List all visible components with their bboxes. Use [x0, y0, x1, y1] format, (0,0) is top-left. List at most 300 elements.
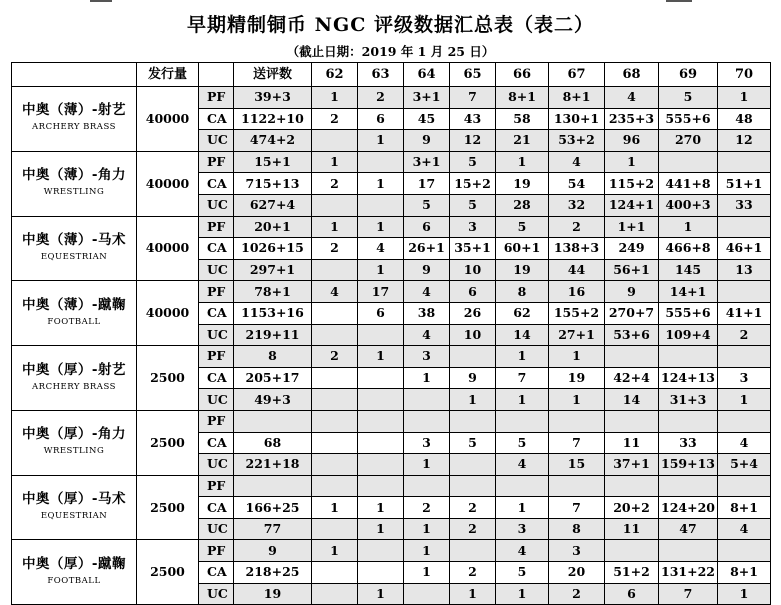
grade-count-cell: 11 [605, 432, 659, 454]
grade-count-cell [404, 475, 450, 497]
submitted-count-cell: 715+13 [234, 173, 312, 195]
grade-count-cell [312, 475, 358, 497]
grade-count-cell: 2 [312, 108, 358, 130]
grade-count-cell: 115+2 [605, 173, 659, 195]
submitted-count-cell: 1026+15 [234, 238, 312, 260]
grade-count-cell: 555+6 [659, 108, 718, 130]
grade-count-cell [358, 540, 404, 562]
grade-count-cell [605, 410, 659, 432]
grade-count-cell: 8+1 [718, 497, 771, 519]
grade-count-cell [450, 475, 496, 497]
column-header: 63 [358, 63, 404, 87]
coin-name-cn: 中奥（薄）-马术 [21, 231, 127, 248]
issue-count-cell: 40000 [137, 216, 199, 281]
grade-count-cell [450, 346, 496, 368]
submitted-count-cell: 1122+10 [234, 108, 312, 130]
grade-count-cell [404, 583, 450, 605]
grade-count-cell: 5 [659, 87, 718, 109]
grade-type-cell: UC [199, 259, 234, 281]
grade-count-cell: 400+3 [659, 194, 718, 216]
grade-count-cell: 5 [496, 562, 549, 584]
grade-type-cell: UC [199, 518, 234, 540]
grade-count-cell: 11 [605, 518, 659, 540]
grade-count-cell [718, 151, 771, 173]
grade-count-cell: 1 [496, 346, 549, 368]
grade-count-cell: 124+20 [659, 497, 718, 519]
grade-count-cell: 6 [404, 216, 450, 238]
coin-name-cell [12, 540, 137, 605]
grade-type-cell: CA [199, 108, 234, 130]
grade-count-cell [312, 562, 358, 584]
grade-count-cell: 8 [549, 518, 605, 540]
grade-count-cell: 466+8 [659, 238, 718, 260]
column-header: 64 [404, 63, 450, 87]
grade-count-cell [312, 324, 358, 346]
grade-count-cell [659, 540, 718, 562]
grade-count-cell [450, 540, 496, 562]
grade-count-cell [312, 302, 358, 324]
grade-count-cell: 1 [358, 130, 404, 152]
column-header: 66 [496, 63, 549, 87]
grade-count-cell: 441+8 [659, 173, 718, 195]
grade-count-cell: 2 [549, 216, 605, 238]
coin-name-cn: 中奥（厚）-射艺 [21, 361, 127, 378]
grade-count-cell [496, 410, 549, 432]
grade-count-cell: 8+1 [718, 562, 771, 584]
grade-count-cell: 96 [605, 130, 659, 152]
grade-count-cell: 48 [718, 108, 771, 130]
coin-name-cell [12, 281, 137, 346]
submitted-count-cell: 205+17 [234, 367, 312, 389]
grade-count-cell: 3 [718, 367, 771, 389]
submitted-count-cell [234, 410, 312, 432]
page-subtitle: （截止日期：2019 年 1 月 25 日） [286, 44, 495, 59]
grade-count-cell: 35+1 [450, 238, 496, 260]
grade-count-cell: 10 [450, 259, 496, 281]
grade-count-cell [358, 389, 404, 411]
grade-count-cell: 2 [549, 583, 605, 605]
grade-count-cell: 138+3 [549, 238, 605, 260]
grade-count-cell: 109+4 [659, 324, 718, 346]
grade-count-cell [312, 432, 358, 454]
grade-count-cell: 124+13 [659, 367, 718, 389]
submitted-count-cell: 20+1 [234, 216, 312, 238]
submitted-count-cell: 49+3 [234, 389, 312, 411]
grade-type-cell: UC [199, 583, 234, 605]
submitted-count-cell: 39+3 [234, 87, 312, 109]
grade-count-cell: 555+6 [659, 302, 718, 324]
coin-name-en: FOOTBALL [47, 575, 101, 586]
grade-count-cell: 2 [404, 497, 450, 519]
grade-count-cell: 5+4 [718, 454, 771, 476]
grade-type-cell: CA [199, 302, 234, 324]
grade-count-cell: 60+1 [496, 238, 549, 260]
grade-count-cell: 2 [312, 238, 358, 260]
grade-count-cell: 7 [450, 87, 496, 109]
grade-count-cell: 46+1 [718, 238, 771, 260]
grade-count-cell [358, 475, 404, 497]
grade-count-cell [549, 410, 605, 432]
grade-count-cell: 5 [450, 194, 496, 216]
issue-count-cell: 40000 [137, 151, 199, 216]
grade-count-cell: 44 [549, 259, 605, 281]
grade-count-cell: 1 [404, 518, 450, 540]
grade-count-cell: 4 [496, 454, 549, 476]
grade-count-cell: 1 [358, 173, 404, 195]
table-row [12, 346, 771, 368]
grade-count-cell: 1 [496, 151, 549, 173]
grade-type-cell: PF [199, 475, 234, 497]
coin-name-en: EQUESTRIAN [40, 251, 108, 262]
grade-type-cell: CA [199, 562, 234, 584]
coin-name-cn: 中奥（薄）-射艺 [21, 102, 127, 119]
issue-count-cell: 40000 [137, 87, 199, 152]
submitted-count-cell: 15+1 [234, 151, 312, 173]
grade-count-cell: 56+1 [605, 259, 659, 281]
grade-count-cell: 13 [718, 259, 771, 281]
grade-count-cell: 1 [358, 259, 404, 281]
grade-count-cell: 1 [718, 583, 771, 605]
grade-count-cell: 19 [496, 259, 549, 281]
grade-count-cell [312, 410, 358, 432]
submitted-count-cell [234, 475, 312, 497]
grade-count-cell: 6 [358, 302, 404, 324]
grade-count-cell: 43 [450, 108, 496, 130]
grade-count-cell: 14+1 [659, 281, 718, 303]
grade-count-cell [358, 324, 404, 346]
grade-count-cell: 1 [496, 583, 549, 605]
grade-count-cell: 4 [718, 432, 771, 454]
grade-count-cell [549, 475, 605, 497]
grade-count-cell: 1 [312, 540, 358, 562]
grade-count-cell: 159+13 [659, 454, 718, 476]
grade-count-cell: 1 [496, 497, 549, 519]
grade-type-cell: PF [199, 281, 234, 303]
grade-count-cell: 20+2 [605, 497, 659, 519]
submitted-count-cell: 8 [234, 346, 312, 368]
grade-count-cell: 4 [404, 324, 450, 346]
grade-count-cell [312, 583, 358, 605]
grade-count-cell: 3+1 [404, 151, 450, 173]
grade-type-cell: CA [199, 432, 234, 454]
grade-count-cell: 4 [496, 540, 549, 562]
grade-count-cell: 2 [358, 87, 404, 109]
grade-count-cell [659, 475, 718, 497]
grade-count-cell: 7 [659, 583, 718, 605]
submitted-count-cell: 1153+16 [234, 302, 312, 324]
coin-name-en: WRESTLING [43, 187, 105, 198]
grade-type-cell: PF [199, 151, 234, 173]
grade-count-cell: 5 [496, 432, 549, 454]
grade-type-cell: CA [199, 497, 234, 519]
grade-count-cell: 33 [659, 432, 718, 454]
column-header [12, 63, 137, 87]
column-header: 送评数 [234, 63, 312, 87]
coin-name-cn: 中奥（厚）-蹴鞠 [21, 555, 127, 572]
grade-count-cell: 6 [358, 108, 404, 130]
issue-count-cell: 2500 [137, 410, 199, 475]
table-body [12, 87, 771, 605]
submitted-count-cell: 77 [234, 518, 312, 540]
grade-count-cell: 8 [496, 281, 549, 303]
coin-name-cn: 中奥（厚）-角力 [21, 426, 127, 443]
grade-count-cell: 1 [358, 346, 404, 368]
grade-count-cell: 1 [718, 389, 771, 411]
grade-count-cell: 27+1 [549, 324, 605, 346]
grade-count-cell: 155+2 [549, 302, 605, 324]
column-header [199, 63, 234, 87]
column-header: 62 [312, 63, 358, 87]
grade-count-cell: 51+1 [718, 173, 771, 195]
grade-count-cell: 1 [358, 216, 404, 238]
grade-count-cell [312, 367, 358, 389]
grade-count-cell: 3 [549, 540, 605, 562]
grade-type-cell: UC [199, 194, 234, 216]
coin-name-en: ARCHERY BRASS [32, 122, 116, 133]
grade-count-cell: 16 [549, 281, 605, 303]
ngc-grading-table [11, 62, 771, 605]
submitted-count-cell: 474+2 [234, 130, 312, 152]
grade-count-cell: 235+3 [605, 108, 659, 130]
grade-count-cell: 26 [450, 302, 496, 324]
grade-count-cell: 2 [450, 562, 496, 584]
grade-count-cell: 1 [312, 87, 358, 109]
grade-type-cell: CA [199, 173, 234, 195]
grade-count-cell [718, 410, 771, 432]
grade-count-cell: 4 [718, 518, 771, 540]
grade-count-cell: 2 [718, 324, 771, 346]
grade-count-cell: 1 [718, 87, 771, 109]
grade-count-cell: 45 [404, 108, 450, 130]
grade-count-cell: 37+1 [605, 454, 659, 476]
grade-count-cell [659, 346, 718, 368]
table-row [12, 216, 771, 238]
grade-count-cell: 19 [496, 173, 549, 195]
grade-count-cell: 249 [605, 238, 659, 260]
grade-type-cell: UC [199, 130, 234, 152]
grade-count-cell: 42+4 [605, 367, 659, 389]
submitted-count-cell: 166+25 [234, 497, 312, 519]
grade-count-cell: 3 [404, 346, 450, 368]
grade-count-cell: 1 [450, 389, 496, 411]
grade-type-cell: PF [199, 216, 234, 238]
coin-name-en: ARCHERY BRASS [32, 381, 116, 392]
table-row [12, 410, 771, 432]
grade-count-cell: 1 [312, 151, 358, 173]
submitted-count-cell: 78+1 [234, 281, 312, 303]
grade-count-cell: 1 [450, 583, 496, 605]
issue-count-cell: 40000 [137, 281, 199, 346]
grade-count-cell: 1 [358, 583, 404, 605]
grade-count-cell [358, 410, 404, 432]
grade-count-cell: 12 [450, 130, 496, 152]
submitted-count-cell: 627+4 [234, 194, 312, 216]
grade-count-cell: 4 [358, 238, 404, 260]
grade-count-cell [312, 389, 358, 411]
grade-count-cell [358, 194, 404, 216]
issue-count-cell: 2500 [137, 540, 199, 605]
grade-count-cell: 32 [549, 194, 605, 216]
column-header: 69 [659, 63, 718, 87]
grade-count-cell: 15 [549, 454, 605, 476]
grade-count-cell: 4 [404, 281, 450, 303]
grade-count-cell: 8+1 [549, 87, 605, 109]
grade-count-cell [450, 410, 496, 432]
grade-count-cell: 1 [358, 497, 404, 519]
grade-count-cell: 1 [312, 216, 358, 238]
grade-count-cell: 2 [312, 346, 358, 368]
grade-count-cell [312, 130, 358, 152]
grade-count-cell: 9 [450, 367, 496, 389]
grade-count-cell [605, 346, 659, 368]
submitted-count-cell: 219+11 [234, 324, 312, 346]
grade-count-cell: 51+2 [605, 562, 659, 584]
grade-count-cell: 58 [496, 108, 549, 130]
grade-count-cell [605, 540, 659, 562]
grade-count-cell: 1 [659, 216, 718, 238]
top-rule-left [90, 0, 112, 2]
grade-count-cell: 41+1 [718, 302, 771, 324]
grade-count-cell: 270 [659, 130, 718, 152]
page-title: 早期精制铜币 NGC 评级数据汇总表（表二） [187, 14, 594, 36]
grade-count-cell [659, 410, 718, 432]
coin-name-en: WRESTLING [43, 446, 105, 457]
grade-type-cell: CA [199, 238, 234, 260]
grade-count-cell: 8+1 [496, 87, 549, 109]
grade-count-cell: 1 [312, 497, 358, 519]
grade-count-cell: 7 [549, 497, 605, 519]
grade-count-cell [312, 454, 358, 476]
grade-type-cell: UC [199, 324, 234, 346]
grade-count-cell: 33 [718, 194, 771, 216]
grade-count-cell: 20 [549, 562, 605, 584]
grade-count-cell: 1+1 [605, 216, 659, 238]
grade-count-cell: 145 [659, 259, 718, 281]
grade-count-cell: 21 [496, 130, 549, 152]
grade-count-cell [312, 194, 358, 216]
grade-count-cell: 7 [496, 367, 549, 389]
grade-count-cell: 14 [605, 389, 659, 411]
grade-count-cell: 28 [496, 194, 549, 216]
top-rule-right [666, 0, 692, 2]
grade-count-cell [404, 410, 450, 432]
grade-count-cell: 1 [549, 389, 605, 411]
grade-count-cell: 5 [496, 216, 549, 238]
grade-type-cell: UC [199, 454, 234, 476]
grade-count-cell: 26+1 [404, 238, 450, 260]
grade-count-cell: 130+1 [549, 108, 605, 130]
submitted-count-cell: 221+18 [234, 454, 312, 476]
grade-type-cell: PF [199, 410, 234, 432]
issue-count-cell: 2500 [137, 475, 199, 540]
grade-count-cell: 47 [659, 518, 718, 540]
header-row [12, 63, 771, 87]
column-header: 70 [718, 63, 771, 87]
grade-count-cell [718, 346, 771, 368]
grade-count-cell: 1 [404, 562, 450, 584]
grade-count-cell: 2 [450, 518, 496, 540]
grade-count-cell [718, 475, 771, 497]
grade-count-cell: 54 [549, 173, 605, 195]
column-header: 发行量 [137, 63, 199, 87]
grade-count-cell [358, 454, 404, 476]
grade-count-cell: 7 [549, 432, 605, 454]
grade-count-cell: 15+2 [450, 173, 496, 195]
grade-type-cell: PF [199, 346, 234, 368]
grade-count-cell: 2 [312, 173, 358, 195]
grade-count-cell [312, 259, 358, 281]
grade-count-cell: 3 [450, 216, 496, 238]
grade-count-cell: 1 [404, 367, 450, 389]
grade-count-cell: 1 [496, 389, 549, 411]
grade-count-cell: 270+7 [605, 302, 659, 324]
grade-count-cell [718, 216, 771, 238]
grade-count-cell [358, 151, 404, 173]
grade-count-cell: 6 [450, 281, 496, 303]
table-row [12, 281, 771, 303]
grade-count-cell: 1 [549, 346, 605, 368]
grade-count-cell: 9 [605, 281, 659, 303]
grade-count-cell [718, 540, 771, 562]
grade-count-cell: 9 [404, 130, 450, 152]
grade-type-cell: UC [199, 389, 234, 411]
grade-count-cell [312, 518, 358, 540]
coin-name-en: EQUESTRIAN [40, 511, 108, 522]
grade-count-cell: 1 [404, 540, 450, 562]
grade-count-cell: 10 [450, 324, 496, 346]
grade-count-cell [358, 432, 404, 454]
grade-count-cell [450, 454, 496, 476]
grade-count-cell: 1 [358, 518, 404, 540]
grade-count-cell: 1 [404, 454, 450, 476]
grade-count-cell: 17 [358, 281, 404, 303]
coin-name-cell [12, 216, 137, 281]
table-row [12, 87, 771, 109]
coin-name-cell [12, 346, 137, 411]
grade-count-cell: 131+22 [659, 562, 718, 584]
grade-count-cell: 31+3 [659, 389, 718, 411]
coin-name-cn: 中奥（薄）-角力 [21, 167, 127, 184]
grade-count-cell: 19 [549, 367, 605, 389]
grade-count-cell: 4 [312, 281, 358, 303]
grade-count-cell: 12 [718, 130, 771, 152]
grade-count-cell: 53+2 [549, 130, 605, 152]
grade-type-cell: PF [199, 87, 234, 109]
grade-count-cell [718, 281, 771, 303]
grade-count-cell: 5 [404, 194, 450, 216]
table-row [12, 475, 771, 497]
coin-name-cell [12, 151, 137, 216]
grade-count-cell: 14 [496, 324, 549, 346]
grade-count-cell [496, 475, 549, 497]
grade-count-cell: 4 [605, 87, 659, 109]
submitted-count-cell: 68 [234, 432, 312, 454]
grade-type-cell: CA [199, 367, 234, 389]
column-header: 68 [605, 63, 659, 87]
submitted-count-cell: 9 [234, 540, 312, 562]
grade-count-cell [358, 367, 404, 389]
grade-count-cell: 6 [605, 583, 659, 605]
grade-count-cell: 38 [404, 302, 450, 324]
coin-name-cell [12, 475, 137, 540]
grade-count-cell [358, 562, 404, 584]
grade-count-cell: 9 [404, 259, 450, 281]
grade-count-cell: 3 [404, 432, 450, 454]
coin-name-cell [12, 87, 137, 152]
grade-count-cell: 5 [450, 432, 496, 454]
grade-count-cell [659, 151, 718, 173]
submitted-count-cell: 19 [234, 583, 312, 605]
